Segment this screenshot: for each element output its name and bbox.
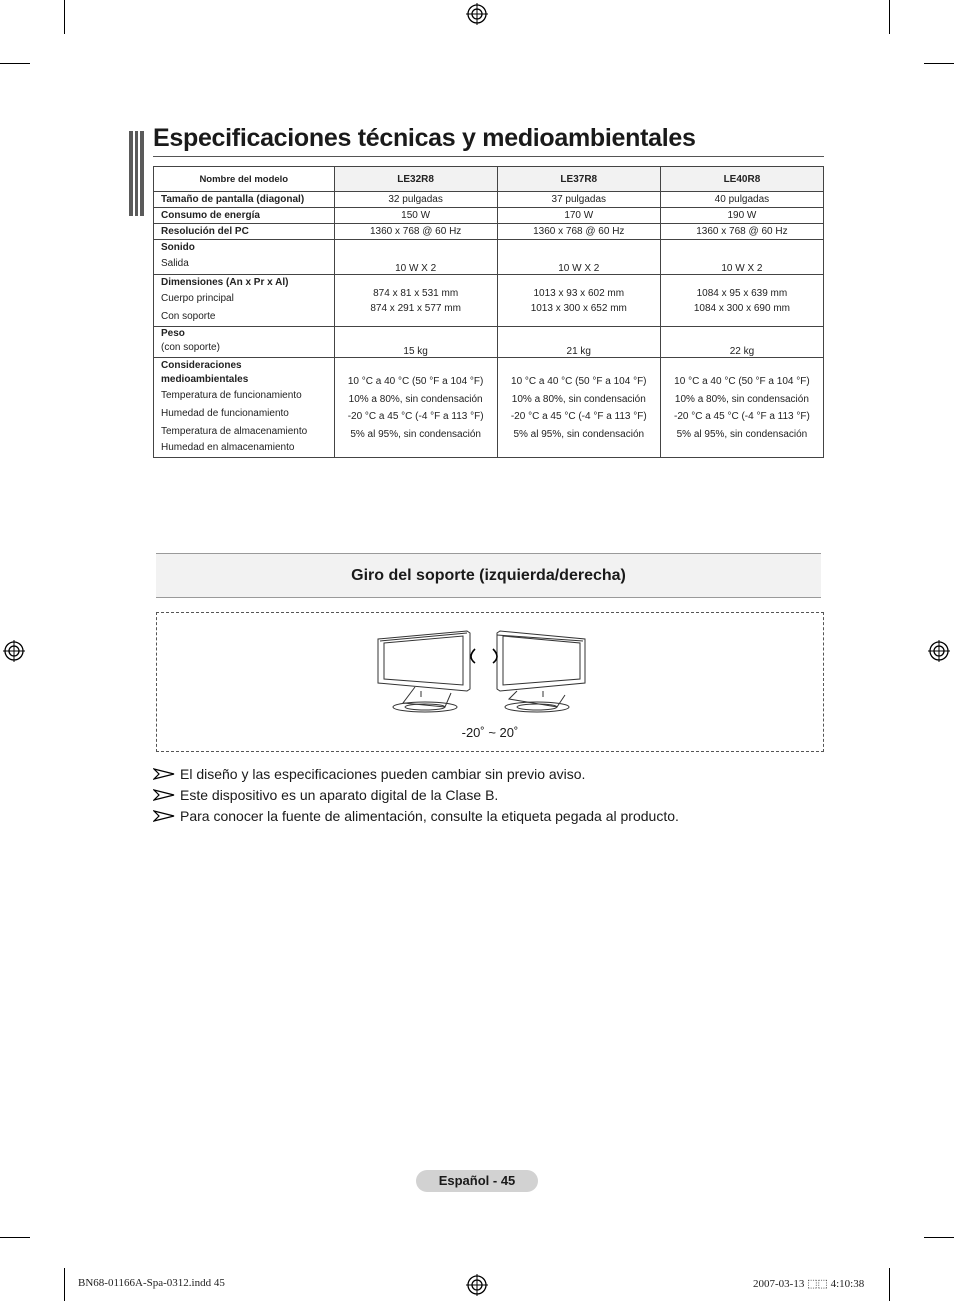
value-line: 10% a 80%, sin condensación [511,393,646,405]
note-arrow-icon [153,768,175,780]
value-line: 10 °C a 40 °C (50 °F a 104 °F) [674,376,810,387]
row-sublabel: Con soporte [161,311,216,322]
value-line: 1013 x 93 x 602 mm [533,287,625,299]
row-label: Consideraciones [161,360,242,371]
table-row [154,358,824,458]
cell-value: 150 W [334,208,497,224]
value-line: 10 °C a 40 °C (50 °F a 104 °F) [511,376,647,387]
cell-value: 32 pulgadas [334,192,497,208]
crop-mark [924,63,954,64]
row-label-cell [154,327,335,358]
title-accent-bars [129,131,145,216]
crop-mark [64,0,65,34]
value-line: 5% al 95%, sin condensación [350,428,481,440]
row-label: Dimensiones (An x Pr x Al) [161,277,289,288]
print-slug-date: 2007-03-13 ⬚⬚ 4:10:38 [753,1278,865,1290]
row-sublabel: Temperatura de funcionamiento [161,390,302,401]
value-line: 1084 x 300 x 690 mm [693,302,790,314]
cell-value [660,275,823,327]
cell-value [334,358,497,458]
row-sublabel: Humedad en almacenamiento [161,442,295,453]
registration-mark-icon [928,640,950,662]
registration-mark-icon [3,640,25,662]
row-label-cell [154,358,335,458]
page-number-badge: Español - 45 [416,1170,538,1192]
crop-mark [64,1268,65,1301]
value-line: 10% a 80%, sin condensación [348,393,483,405]
table-row [154,224,824,240]
row-label: Tamaño de pantalla (diagonal) [154,192,335,208]
note-text: Este dispositivo es un aparato digital de la Clase B. [180,787,499,803]
cell-value: 1360 x 768 @ 60 Hz [660,224,823,240]
cell-value [497,358,660,458]
cell-value: 170 W [497,208,660,224]
table-header-row [154,167,824,192]
cell-value: 10 W X 2 [334,240,497,275]
value-line: 1013 x 300 x 652 mm [530,302,627,314]
cell-value: 15 kg [334,327,497,358]
row-sublabel: Humedad de funcionamiento [161,408,289,419]
row-label: medioambientales [161,374,249,385]
value-line: -20 °C a 45 °C (-4 °F a 113 °F) [347,411,484,422]
swivel-illustration-box [156,612,824,752]
registration-mark-icon [466,3,488,25]
cell-value: 40 pulgadas [660,192,823,208]
table-row [154,327,824,358]
cell-value: 10 W X 2 [497,240,660,275]
value-line: 10% a 80%, sin condensación [674,393,809,405]
swivel-section-header [156,553,821,598]
registration-mark-icon [466,1274,488,1296]
value-line: 5% al 95%, sin condensación [513,428,645,440]
value-line: 874 x 81 x 531 mm [373,287,459,299]
cell-value: 190 W [660,208,823,224]
header-model: LE40R8 [660,167,823,192]
table-row [154,275,824,327]
row-sublabel: (con soporte) [161,342,220,353]
header-model: LE32R8 [334,167,497,192]
crop-mark [0,1237,30,1238]
row-label: Consumo de energía [154,208,335,224]
row-sublabel: Salida [161,258,189,269]
note-text: El diseño y las especificaciones pueden cambiar sin previo aviso. [180,766,586,782]
swivel-angle-label: -20˚ ~ 20˚ [461,725,519,740]
specs-table [153,166,824,458]
row-sublabel: Cuerpo principal [161,293,234,304]
cell-value: 37 pulgadas [497,192,660,208]
value-line: -20 °C a 45 °C (-4 °F a 113 °F) [673,411,810,422]
value-line: 1084 x 95 x 639 mm [696,287,788,299]
value-line: 874 x 291 x 577 mm [370,302,461,314]
cell-value: 10 W X 2 [660,240,823,275]
note-arrow-icon [153,810,175,822]
cell-value [497,275,660,327]
cell-value: 1360 x 768 @ 60 Hz [334,224,497,240]
cell-value: 21 kg [497,327,660,358]
row-label: Peso [161,328,185,339]
table-row [154,192,824,208]
crop-mark [889,1268,890,1301]
note-arrow-icon [153,789,175,801]
note-text: Para conocer la fuente de alimentación, consulte la etiqueta pegada al producto. [180,808,679,824]
row-label: Resolución del PC [154,224,335,240]
cell-value: 22 kg [660,327,823,358]
table-row [154,240,824,275]
header-model-name: Nombre del modelo [154,167,335,192]
print-slug-file: BN68-01166A-Spa-0312.indd 45 [78,1277,225,1289]
value-line: 5% al 95%, sin condensación [676,428,808,440]
table-row [154,208,824,224]
section-heading: Giro del soporte (izquierda/derecha) [351,567,626,584]
crop-mark [0,63,30,64]
value-line: 10 °C a 40 °C (50 °F a 104 °F) [347,376,484,387]
crop-mark [924,1237,954,1238]
page-title: Especificaciones técnicas y medioambientales [153,124,696,152]
value-line: -20 °C a 45 °C (-4 °F a 113 °F) [510,411,647,422]
cell-value [660,358,823,458]
row-label-cell [154,240,335,275]
row-label-cell [154,275,335,327]
cell-value: 1360 x 768 @ 60 Hz [497,224,660,240]
title-rule [153,156,824,157]
header-model: LE37R8 [497,167,660,192]
row-label: Sonido [161,242,195,253]
crop-mark [889,0,890,34]
row-sublabel: Temperatura de almacenamiento [161,426,308,437]
cell-value [334,275,497,327]
tv-swivel-illustration [375,627,589,717]
